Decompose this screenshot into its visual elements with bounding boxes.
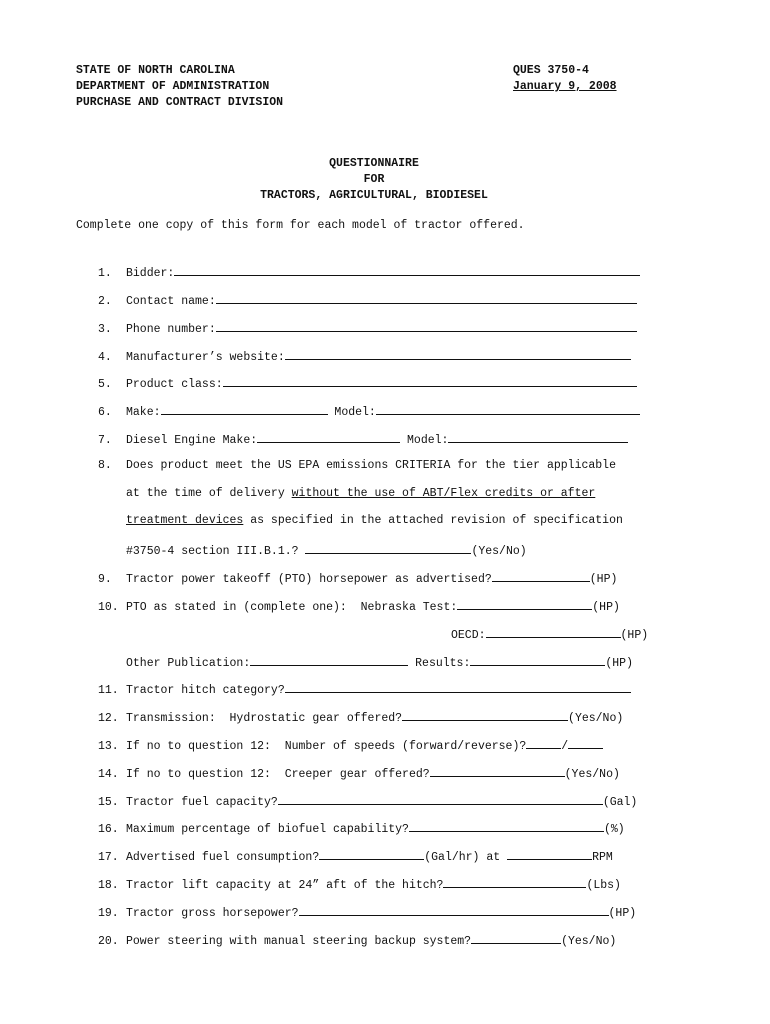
intro-instruction: Complete one copy of this form for each model of tractor offered. — [76, 219, 525, 232]
question-label: Make: — [126, 406, 161, 419]
document-date: January 9, 2008 — [513, 80, 617, 93]
results-field[interactable] — [470, 653, 605, 666]
make-field[interactable] — [161, 402, 328, 415]
question-8-line-2: at the time of delivery without the use of ABT/Flex credits or after — [126, 487, 596, 500]
question-17: 17. Advertised fuel consumption? (Gal/hr) at RPM — [98, 847, 613, 866]
biofuel-percentage-field[interactable] — [409, 819, 604, 832]
hydrostatic-gear-field[interactable] — [402, 708, 568, 721]
unit-label: (Yes/No) — [471, 545, 527, 558]
question-label: Maximum percentage of biofuel capability? — [126, 823, 409, 836]
phone-number-field[interactable] — [216, 319, 637, 332]
question-8: 8. Does product meet the US EPA emissions CRITERIA for the tier applicable — [98, 459, 616, 472]
unit-label: (HP) — [589, 573, 618, 586]
question-text: Does product meet the US EPA emissions CRITERIA for the tier applicable — [126, 459, 616, 472]
question-label: Bidder: — [126, 267, 175, 280]
question-10: 10. PTO as stated in (complete one): Nebraska Test: (HP) — [98, 597, 620, 616]
question-label: Diesel Engine Make: — [126, 434, 258, 447]
question-8-line-3: treatment devices as specified in the attached revision of specification — [126, 514, 623, 527]
unit-label: (HP) — [605, 657, 633, 670]
rpm-field[interactable] — [507, 847, 592, 860]
question-label: Manufacturer’s website: — [126, 351, 285, 364]
question-label: Phone number: — [126, 323, 216, 336]
power-steering-field[interactable] — [471, 931, 561, 944]
fuel-consumption-field[interactable] — [319, 847, 424, 860]
contact-name-field[interactable] — [216, 291, 637, 304]
question-15: 15. Tractor fuel capacity? (Gal) — [98, 792, 637, 811]
ques-number: QUES 3750-4 — [513, 64, 589, 77]
agency-header — [76, 63, 283, 111]
title-line: TRACTORS, AGRICULTURAL, BIODIESEL — [260, 189, 488, 202]
question-19: 19. Tractor gross horsepower? (HP) — [98, 903, 636, 922]
unit-label: (Yes/No) — [564, 768, 620, 781]
question-8-line-4: #3750-4 section III.B.1.? (Yes/No) — [126, 541, 527, 560]
question-label: Tractor lift capacity at 24” aft of the hitch? — [126, 879, 444, 892]
question-18: 18. Tractor lift capacity at 24” aft of the hitch? (Lbs) — [98, 875, 621, 894]
results-label: Results: — [415, 657, 471, 670]
unit-label: (Yes/No) — [561, 935, 617, 948]
question-1: 1. Bidder: — [98, 263, 640, 282]
unit-label: (HP) — [608, 907, 637, 920]
model-label: Model: — [334, 406, 376, 419]
fuel-capacity-field[interactable] — [278, 792, 603, 805]
creeper-gear-field[interactable] — [430, 764, 565, 777]
unit-label: RPM — [592, 851, 613, 864]
oecd-field[interactable] — [486, 625, 621, 638]
agency-line: DEPARTMENT OF ADMINISTRATION — [76, 80, 270, 93]
question-10-oecd — [451, 625, 648, 644]
document-id-block — [513, 63, 617, 95]
hitch-category-field[interactable] — [285, 680, 631, 693]
lift-capacity-field[interactable] — [443, 875, 586, 888]
question-10-other — [126, 653, 633, 672]
engine-make-field[interactable] — [257, 430, 400, 443]
unit-label: (HP) — [592, 601, 620, 614]
question-16: 16. Maximum percentage of biofuel capability? (%) — [98, 819, 625, 838]
model-field[interactable] — [376, 402, 640, 415]
question-13: 13. If no to question 12: Number of speeds (forward/reverse)? / — [98, 736, 603, 755]
unit-label: (%) — [603, 823, 625, 836]
question-4: 4. Manufacturer’s website: — [98, 347, 631, 366]
pto-hp-field[interactable] — [492, 569, 590, 582]
question-6: 6. Make: Model: — [98, 402, 640, 421]
bidder-field[interactable] — [174, 263, 640, 276]
underlined-condition: treatment devices — [126, 514, 244, 527]
question-3: 3. Phone number: — [98, 319, 637, 338]
unit-label: (HP) — [620, 629, 649, 642]
epa-criteria-field[interactable] — [305, 541, 471, 554]
question-label: Tractor power takeoff (PTO) horsepower as advertised? — [126, 573, 492, 586]
other-publication-label: Other Publication: — [126, 657, 251, 670]
question-label: Tractor gross horsepower? — [126, 907, 299, 920]
gross-horsepower-field[interactable] — [299, 903, 609, 916]
engine-model-field[interactable] — [448, 430, 628, 443]
question-label: Contact name: — [126, 295, 216, 308]
agency-line: STATE OF NORTH CAROLINA — [76, 64, 235, 77]
other-publication-field[interactable] — [250, 653, 408, 666]
nebraska-test-field[interactable] — [457, 597, 592, 610]
page-title — [0, 156, 748, 204]
question-2: 2. Contact name: — [98, 291, 637, 310]
question-label: Product class: — [126, 378, 223, 391]
agency-line: PURCHASE AND CONTRACT DIVISION — [76, 96, 284, 109]
unit-label: (Gal) — [602, 796, 638, 809]
question-20: 20. Power steering with manual steering backup system? (Yes/No) — [98, 931, 616, 950]
reverse-speeds-field[interactable] — [568, 736, 603, 749]
forward-speeds-field[interactable] — [526, 736, 561, 749]
unit-label: (Lbs) — [586, 879, 621, 892]
oecd-label: OECD: — [451, 629, 486, 642]
question-9: 9. Tractor power takeoff (PTO) horsepower as advertised? (HP) — [98, 569, 617, 588]
underlined-condition: without the use of ABT/Flex credits or after — [291, 487, 596, 500]
title-line: QUESTIONNAIRE — [329, 157, 419, 170]
question-12: 12. Transmission: Hydrostatic gear offered? (Yes/No) — [98, 708, 623, 727]
title-line: FOR — [363, 173, 385, 186]
question-5: 5. Product class: — [98, 374, 637, 393]
question-label: Tractor hitch category? — [126, 684, 285, 697]
product-class-field[interactable] — [223, 374, 637, 387]
question-label: Tractor fuel capacity? — [126, 796, 278, 809]
question-14: 14. If no to question 12: Creeper gear offered? (Yes/No) — [98, 764, 620, 783]
question-label: If no to question 12: Creeper gear offered? — [126, 768, 430, 781]
unit-label: (Yes/No) — [568, 712, 624, 725]
question-label: Transmission: Hydrostatic gear offered? — [126, 712, 403, 725]
question-label: Power steering with manual steering backup system? — [126, 935, 472, 948]
website-field[interactable] — [285, 347, 631, 360]
unit-label: (Gal/hr) at — [424, 851, 508, 864]
question-7: 7. Diesel Engine Make: Model: — [98, 430, 628, 449]
question-11: 11. Tractor hitch category? — [98, 680, 631, 699]
question-label: Advertised fuel consumption? — [126, 851, 320, 864]
question-label: PTO as stated in (complete one): Nebraska Test: — [126, 601, 458, 614]
question-label: If no to question 12: Number of speeds (forward/reverse)? — [126, 740, 527, 753]
model-label: Model: — [407, 434, 449, 447]
